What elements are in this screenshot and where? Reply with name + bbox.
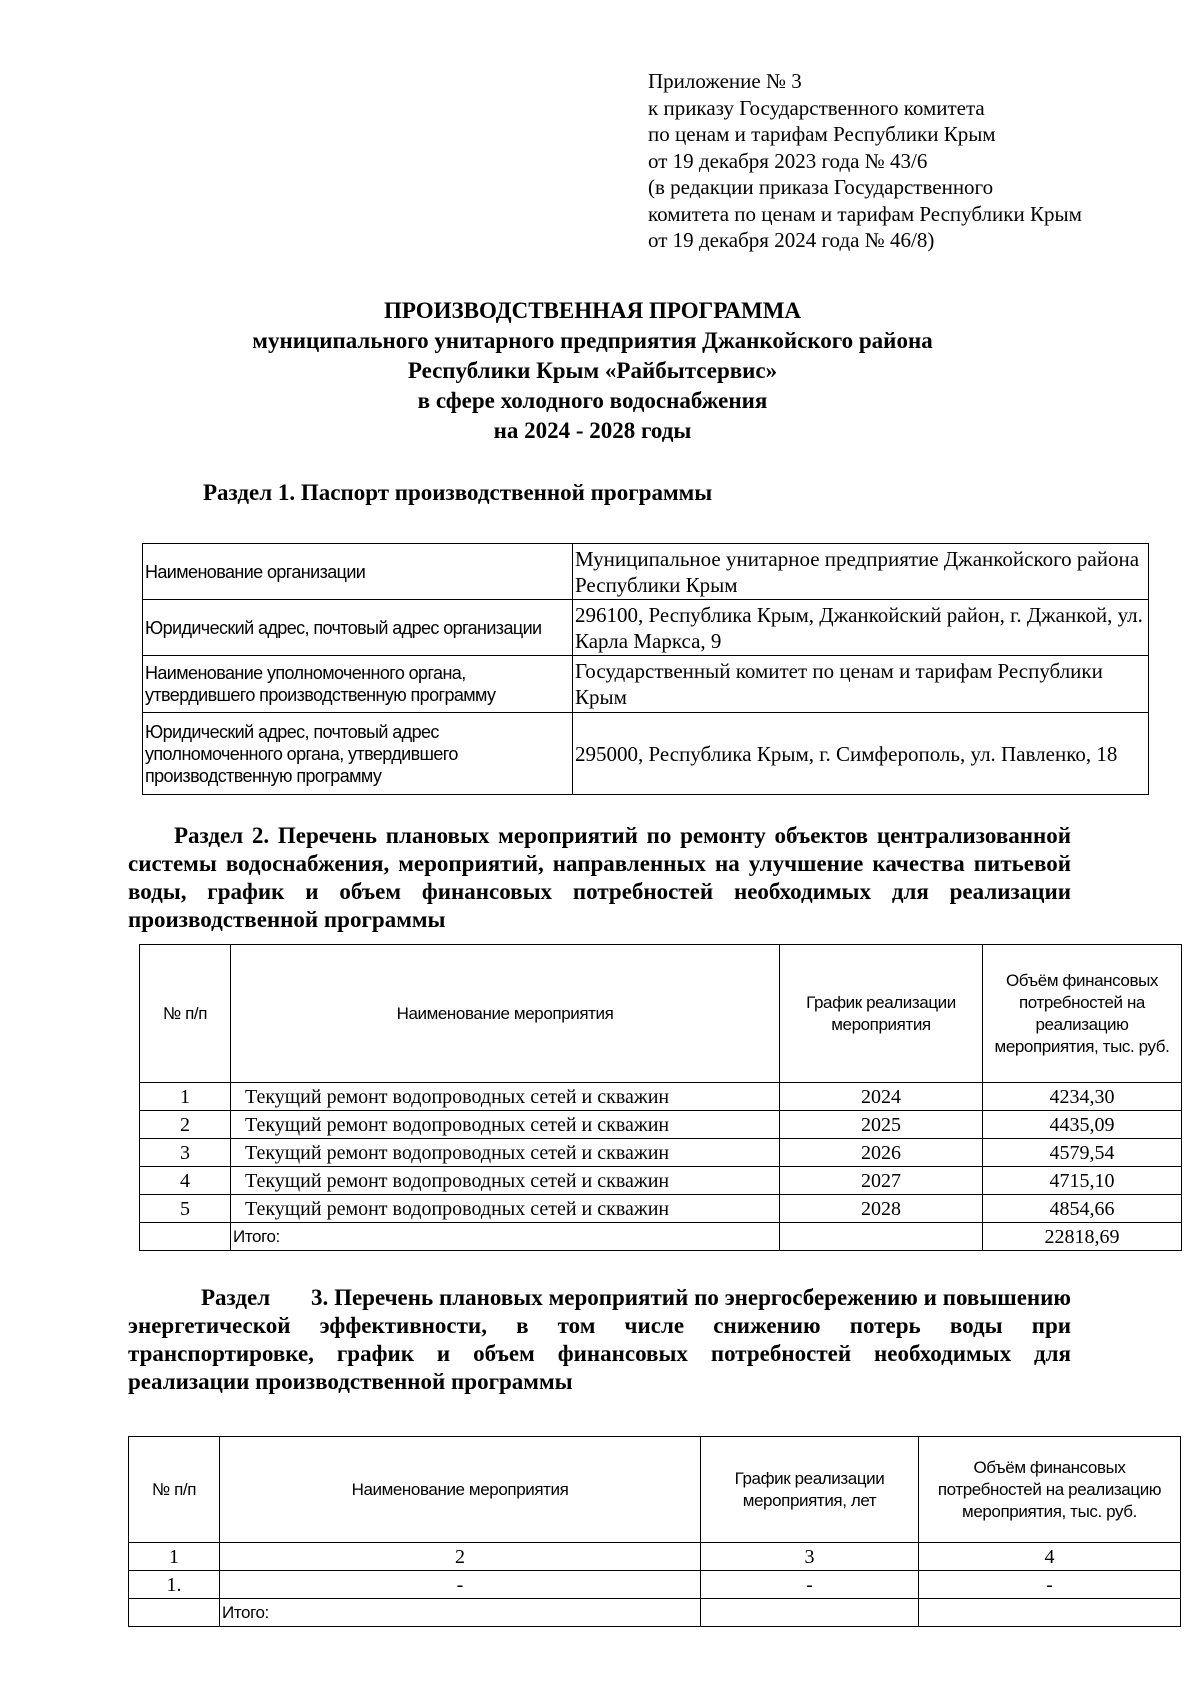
total-empty-cell bbox=[140, 1223, 231, 1251]
row-num: 1 bbox=[140, 1083, 231, 1111]
row-name: Текущий ремонт водопроводных сетей и скважин bbox=[231, 1167, 780, 1195]
title-line: ПРОИЗВОДСТВЕННАЯ ПРОГРАММА bbox=[383, 298, 802, 323]
appendix-note bbox=[648, 68, 1168, 254]
appendix-line: (в редакции приказа Государственного bbox=[648, 175, 994, 199]
row-year: 2027 bbox=[780, 1167, 983, 1195]
title-line: Республики Крым «Райбытсервис» bbox=[407, 358, 778, 383]
passport-label: Наименование организации bbox=[143, 544, 573, 600]
passport-label: Наименование уполномоченного органа, утвердившего производственную программу bbox=[143, 656, 573, 713]
row-year: 2025 bbox=[780, 1111, 983, 1139]
col-header-schedule: График реализации мероприятия bbox=[780, 945, 983, 1083]
table-header-row bbox=[129, 1437, 1181, 1543]
column-number-row bbox=[129, 1543, 1181, 1571]
total-empty-cell bbox=[780, 1223, 983, 1251]
table-row bbox=[143, 656, 1149, 713]
table-row bbox=[129, 1571, 1181, 1599]
section3-heading-num: 3. bbox=[310, 1285, 329, 1310]
row-amount: 4854,66 bbox=[983, 1195, 1182, 1223]
appendix-line: по ценам и тарифам Республики Крым bbox=[648, 122, 996, 146]
col-number: 1 bbox=[129, 1543, 220, 1571]
section3-heading bbox=[128, 1284, 1071, 1396]
table-row bbox=[140, 1195, 1182, 1223]
total-label: Итого: bbox=[220, 1599, 701, 1627]
title-line: в сфере холодного водоснабжения bbox=[417, 388, 768, 413]
passport-label: Юридический адрес, почтовый адрес организации bbox=[143, 600, 573, 656]
row-num: 2 bbox=[140, 1111, 231, 1139]
row-year: 2028 bbox=[780, 1195, 983, 1223]
row-year: 2024 bbox=[780, 1083, 983, 1111]
row-num: 4 bbox=[140, 1167, 231, 1195]
row-amount: 4435,09 bbox=[983, 1111, 1182, 1139]
table-row bbox=[143, 600, 1149, 656]
appendix-line: Приложение № 3 bbox=[648, 69, 802, 93]
table-row bbox=[140, 1167, 1182, 1195]
total-empty-cell bbox=[919, 1599, 1181, 1627]
col-header-num: № п/п bbox=[129, 1437, 220, 1543]
row-amount: - bbox=[919, 1571, 1181, 1599]
col-header-amount: Объём финансовых потребностей на реализацию мероприятия, тыс. руб. bbox=[983, 945, 1182, 1083]
row-schedule: - bbox=[701, 1571, 919, 1599]
passport-table bbox=[142, 543, 1149, 795]
row-amount: 4234,30 bbox=[983, 1083, 1182, 1111]
col-number: 3 bbox=[701, 1543, 919, 1571]
table-row bbox=[140, 1139, 1182, 1167]
row-name: Текущий ремонт водопроводных сетей и скважин bbox=[231, 1195, 780, 1223]
passport-value: 296100, Республика Крым, Джанкойский район, г. Джанкой, ул. Карла Маркса, 9 bbox=[573, 600, 1149, 656]
row-name: Текущий ремонт водопроводных сетей и скважин bbox=[231, 1139, 780, 1167]
col-header-name: Наименование мероприятия bbox=[220, 1437, 701, 1543]
appendix-line: от 19 декабря 2023 года № 43/6 bbox=[648, 148, 928, 173]
passport-value: 295000, Республика Крым, г. Симферополь, ул. Павленко, 18 bbox=[573, 713, 1149, 795]
passport-label: Юридический адрес, почтовый адрес уполномоченного органа, утвердившего производственную программу bbox=[143, 713, 573, 795]
table-row bbox=[140, 1083, 1182, 1111]
table-total-row bbox=[129, 1599, 1181, 1627]
section3-heading-word: Раздел bbox=[201, 1285, 271, 1310]
document-title bbox=[120, 296, 1065, 446]
section2-heading-text: Раздел 2. Перечень плановых мероприятий по ремонту объектов централизованной системы водоснабжения, мероприятий, направленных на улучшение качества питьевой воды, график и объем финансовых потребностей необходимых для реализации производственной программы bbox=[128, 823, 1071, 932]
row-amount: 4715,10 bbox=[983, 1167, 1182, 1195]
row-name: Текущий ремонт водопроводных сетей и скважин bbox=[231, 1083, 780, 1111]
title-line: на 2024 - 2028 годы bbox=[493, 418, 692, 443]
appendix-line: от 19 декабря 2024 года № 46/8) bbox=[648, 228, 935, 252]
col-header-amount: Объём финансовых потребностей на реализацию мероприятия, тыс. руб. bbox=[919, 1437, 1181, 1543]
col-number: 2 bbox=[220, 1543, 701, 1571]
total-amount: 22818,69 bbox=[983, 1223, 1182, 1251]
row-name: Текущий ремонт водопроводных сетей и скважин bbox=[231, 1111, 780, 1139]
row-name: - bbox=[220, 1571, 701, 1599]
passport-value: Муниципальное унитарное предприятие Джанкойского района Республики Крым bbox=[573, 544, 1149, 600]
table-row bbox=[143, 713, 1149, 795]
appendix-line: к приказу Государственного комитета bbox=[648, 95, 985, 120]
table-total-row bbox=[140, 1223, 1182, 1251]
passport-value: Государственный комитет по ценам и тарифам Республики Крым bbox=[573, 656, 1149, 713]
section1-heading: Раздел 1. Паспорт производственной программы bbox=[203, 480, 713, 505]
repair-measures-table bbox=[139, 944, 1182, 1251]
row-amount: 4579,54 bbox=[983, 1139, 1182, 1167]
table-row bbox=[140, 1111, 1182, 1139]
title-line: муниципального унитарного предприятия Джанкойского района bbox=[252, 328, 933, 353]
table-header-row bbox=[140, 945, 1182, 1083]
table-row bbox=[143, 544, 1149, 600]
col-header-schedule: График реализации мероприятия, лет bbox=[701, 1437, 919, 1543]
total-empty-cell bbox=[701, 1599, 919, 1627]
col-header-name: Наименование мероприятия bbox=[231, 945, 780, 1083]
row-num: 3 bbox=[140, 1139, 231, 1167]
col-header-num: № п/п bbox=[140, 945, 231, 1083]
total-empty-cell bbox=[129, 1599, 220, 1627]
energy-measures-table bbox=[128, 1436, 1181, 1627]
row-num: 5 bbox=[140, 1195, 231, 1223]
total-label: Итого: bbox=[231, 1223, 780, 1251]
section2-heading bbox=[128, 822, 1071, 934]
row-year: 2026 bbox=[780, 1139, 983, 1167]
row-num: 1. bbox=[129, 1571, 220, 1599]
col-number: 4 bbox=[919, 1543, 1181, 1571]
appendix-line: комитета по ценам и тарифам Республики Крым bbox=[648, 201, 1082, 226]
section3-heading-text: Перечень плановых мероприятий по энергосбережению и повышению энергетической эффективности, в том числе снижению потерь воды при транспортировке, график и объем финансовых потребностей необходимых для реализации производственной программы bbox=[128, 1285, 1071, 1394]
